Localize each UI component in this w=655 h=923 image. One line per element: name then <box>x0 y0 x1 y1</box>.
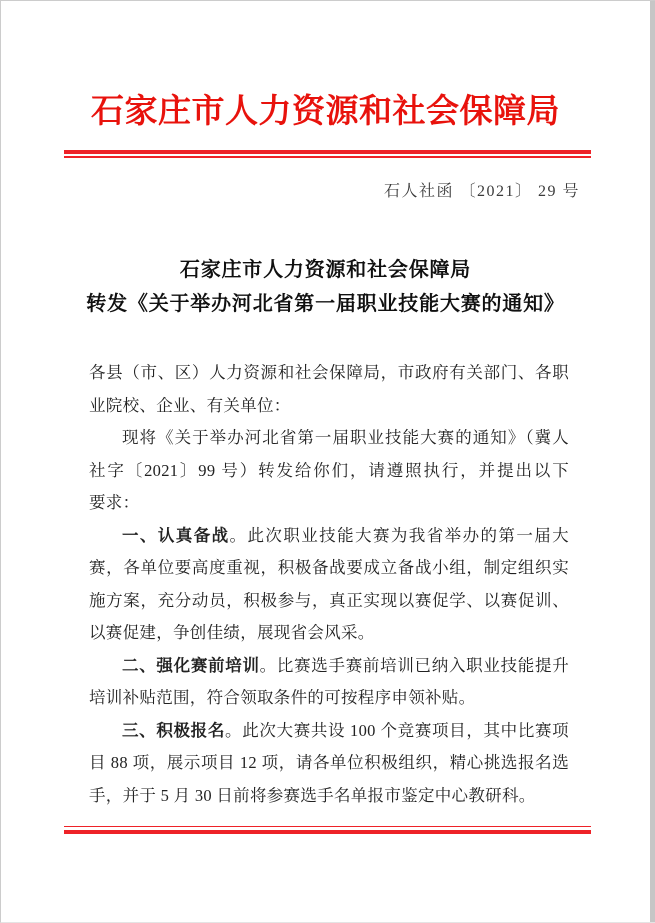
body-line-13: 目 88 项，展示项目 12 项，请各单位积极组织，精心挑选报名选 <box>89 753 569 772</box>
body-line-12: 三、积极报名。此次大赛共设 100 个竞赛项目，其中比赛项 <box>122 720 569 740</box>
body-line-bold-lead: 三、积极报名 <box>122 720 226 740</box>
body-line-bold-lead: 一、认真备战 <box>122 525 230 545</box>
body-line-2: 业院校、企业、有关单位： <box>89 395 291 415</box>
body-line-4: 社字〔2021〕99 号）转发给你们，请遵照执行，并提出以下 <box>89 460 569 480</box>
document-title-line1: 石家庄市人力资源和社会保障局 <box>179 259 472 281</box>
header-double-rule <box>64 150 591 158</box>
body-line-5: 要求： <box>89 493 140 512</box>
body-line-10: 二、强化赛前培训。比赛选手赛前培训已纳入职业技能提升 <box>122 655 569 675</box>
body-line-3: 现将《关于举办河北省第一届职业技能大赛的通知》（冀人 <box>122 428 569 447</box>
agency-letterhead-title: 石家庄市人力资源和社会保障局 <box>91 94 560 130</box>
body-line-bold-lead: 二、强化赛前培训 <box>122 655 260 675</box>
body-text <box>89 357 569 812</box>
body-line-9: 以赛促建，争创佳绩，展现省会风采。 <box>89 623 375 642</box>
document-title-line2: 转发《关于举办河北省第一届职业技能大赛的通知》 <box>86 293 565 315</box>
body-line-11: 培训补贴范围，符合领取条件的可按程序申领补贴。 <box>89 688 476 707</box>
page-right-edge <box>650 1 655 922</box>
document-number: 石人社函 〔2021〕 29 号 <box>383 183 580 200</box>
body-line-8: 施方案，充分动员，积极参与，真正实现以赛促学、以赛促训、 <box>89 590 569 610</box>
body-line-6: 一、认真备战。此次职业技能大赛为我省举办的第一届大 <box>122 525 569 545</box>
body-line-14: 手，并于 5 月 30 日前将参赛选手名单报市鉴定中心教研科。 <box>89 785 536 805</box>
footer-double-rule <box>64 826 591 834</box>
body-line-1: 各县（市、区）人力资源和社会保障局，市政府有关部门、各职 <box>89 363 569 382</box>
body-line-7: 赛，各单位要高度重视，积极备战要成立备战小组，制定组织实 <box>89 558 569 577</box>
document-title <box>1 253 650 321</box>
